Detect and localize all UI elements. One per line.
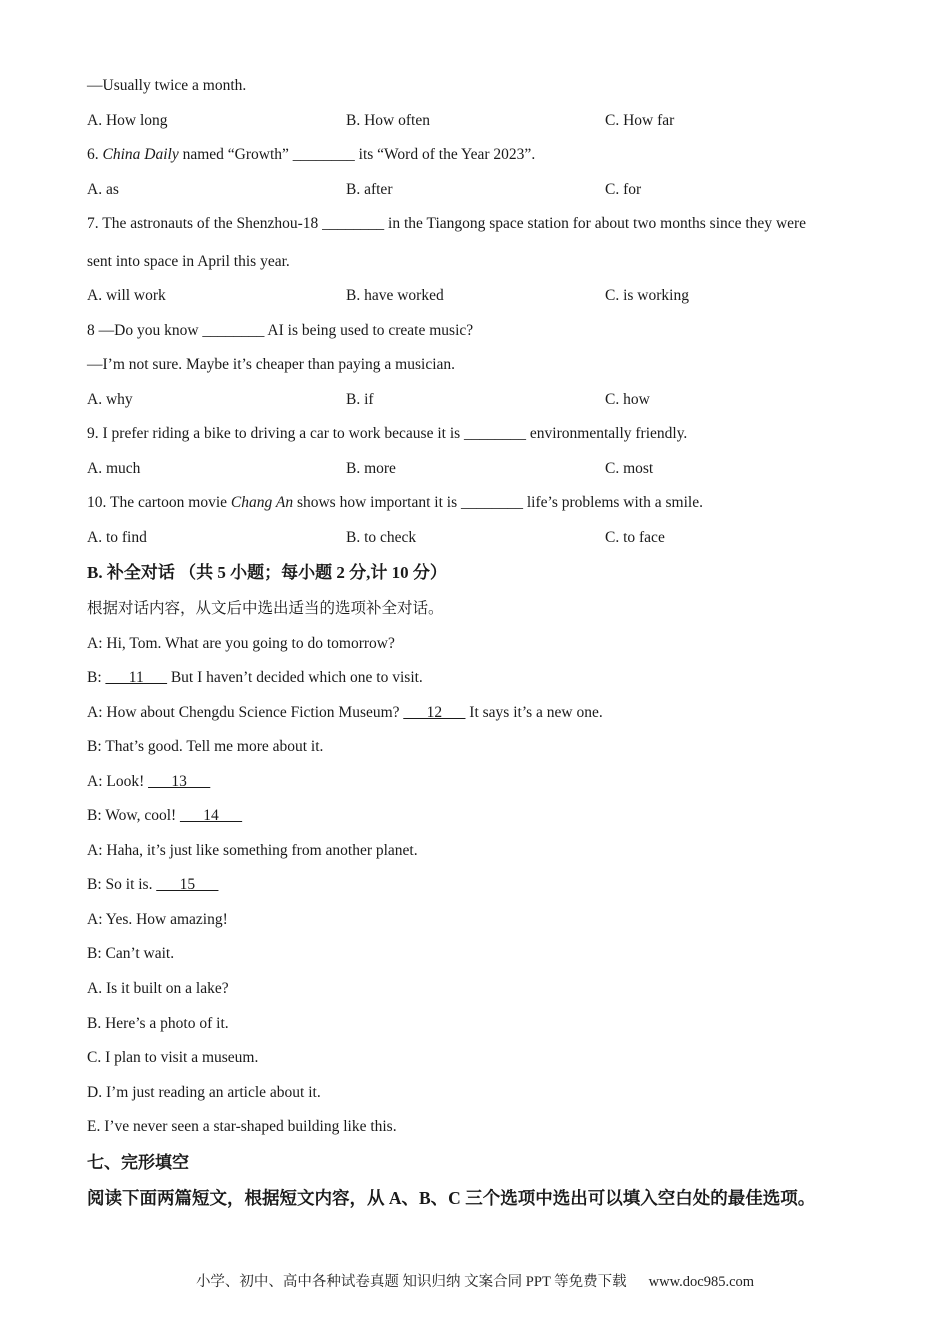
q6-option-c: C. for	[605, 181, 642, 198]
q7-option-c: C. is working	[605, 287, 689, 304]
q8-option-a: A. why	[87, 391, 133, 408]
q8-option-b: B. if	[346, 391, 374, 408]
q7-stem-line2: sent into space in April this year.	[87, 253, 290, 270]
q10-option-c: C. to face	[605, 529, 665, 546]
q8-option-c: C. how	[605, 391, 650, 408]
q6-italic-title: China Daily	[102, 146, 179, 163]
dialogue-line-5	[87, 772, 210, 792]
section-b-title: B. 补全对话 （共 5 小题；每小题 2 分,计 10 分）	[87, 563, 447, 582]
q10-stem-rest: shows how important it is ________ life’s problems with a smile.	[293, 494, 703, 511]
section-7-title: 七、完形填空	[87, 1153, 189, 1172]
dialogue-line-1: A: Hi, Tom. What are you going to do tomorrow?	[87, 635, 395, 652]
dialogue-line-8	[87, 875, 218, 895]
blank-12: ___12___	[403, 704, 466, 721]
q5-option-b: B. How often	[346, 112, 430, 129]
q8-stem-line1: 8 —Do you know ________ AI is being used to create music?	[87, 322, 474, 339]
q10-stem-pre: 10. The cartoon movie	[87, 494, 231, 511]
dialogue-text: B: So it is.	[87, 876, 157, 893]
dialogue-text: But I haven’t decided which one to visit.	[166, 669, 423, 686]
blank-11: ___11___	[105, 669, 167, 686]
q7-option-a: A. will work	[87, 287, 166, 304]
choice-a: A. Is it built on a lake?	[87, 980, 229, 997]
blank-14: ___14___	[180, 807, 243, 824]
q10-stem	[87, 493, 703, 513]
dialogue-line-9: A: Yes. How amazing!	[87, 911, 228, 928]
choice-b: B. Here’s a photo of it.	[87, 1015, 229, 1032]
dialogue-line-10: B: Can’t wait.	[87, 945, 175, 962]
q6-stem	[87, 145, 535, 165]
q8-stem-line2: —I’m not sure. Maybe it’s cheaper than paying a musician.	[87, 356, 456, 373]
dialogue-speaker: B:	[87, 669, 106, 686]
q10-italic-title: Chang An	[230, 494, 294, 511]
dialogue-text: A: How about Chengdu Science Fiction Museum?	[87, 704, 404, 721]
section-7-instruction: 阅读下面两篇短文，根据短文内容，从 A、B、C 三个选项中选出可以填入空白处的最佳选项。	[87, 1188, 816, 1208]
section-b-instruction: 根据对话内容，从文后中选出适当的选项补全对话。	[87, 600, 444, 617]
q9-option-a: A. much	[87, 460, 141, 477]
q9-option-c: C. most	[605, 460, 654, 477]
q9-option-b: B. more	[346, 460, 396, 477]
choice-d: D. I’m just reading an article about it.	[87, 1084, 321, 1101]
q5-option-c: C. How far	[605, 112, 675, 129]
q6-option-a: A. as	[87, 181, 119, 198]
dialogue-line-6	[87, 806, 242, 826]
q9-stem: 9. I prefer riding a bike to driving a car to work because it is ________ environmentally friendly.	[87, 425, 688, 442]
q5-option-a: A. How long	[87, 112, 168, 129]
choice-c: C. I plan to visit a museum.	[87, 1049, 259, 1066]
q6-number: 6.	[87, 146, 103, 163]
footer-text: 小学、初中、高中各种试卷真题 知识归纳 文案合同 PPT 等免费下载	[195, 1274, 627, 1290]
q10-option-b: B. to check	[346, 529, 417, 546]
page-footer	[0, 1270, 950, 1291]
dialogue-line-3	[87, 703, 603, 723]
footer-site: www.doc985.com	[648, 1274, 755, 1290]
q7-option-b: B. have worked	[346, 287, 444, 304]
dialogue-line-4: B: That’s good. Tell me more about it.	[87, 738, 324, 755]
dialogue-text: A: Look!	[87, 773, 149, 790]
q6-stem-rest: named “Growth” ________ its “Word of the Year 2023”.	[178, 146, 536, 163]
dialogue-text: It says it’s a new one.	[465, 704, 603, 721]
q5-answer-line: —Usually twice a month.	[87, 77, 247, 94]
dialogue-line-7: A: Haha, it’s just like something from another planet.	[87, 842, 418, 859]
q10-option-a: A. to find	[87, 529, 147, 546]
blank-15: ___15___	[156, 876, 219, 893]
blank-13: ___13___	[148, 773, 211, 790]
dialogue-line-2	[87, 668, 423, 688]
choice-e: E. I’ve never seen a star-shaped building like this.	[87, 1118, 397, 1135]
q7-stem-line1: 7. The astronauts of the Shenzhou-18 ________ in the Tiangong space station for about two months since they were	[87, 215, 807, 232]
dialogue-text: B: Wow, cool!	[87, 807, 181, 824]
q6-option-b: B. after	[346, 181, 393, 198]
